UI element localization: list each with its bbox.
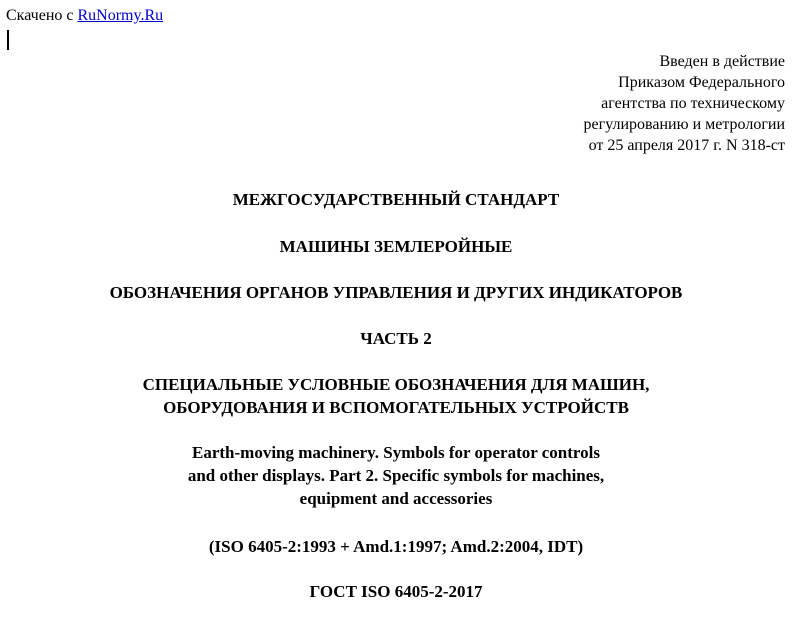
runormy-link[interactable]: RuNormy.Ru — [77, 7, 164, 24]
approval-line: регулированию и метрологии — [583, 116, 785, 133]
approval-line: Приказом Федерального — [618, 74, 785, 91]
designations-heading: ОБОЗНАЧЕНИЯ ОРГАНОВ УПРАВЛЕНИЯ И ДРУГИХ ИНДИКАТОРОВ — [109, 283, 683, 302]
approval-block — [584, 51, 785, 156]
source-prefix: Скачено с — [6, 7, 78, 24]
gost-number: ГОСТ ISO 6405-2-2017 — [309, 582, 483, 601]
machines-heading: МАШИНЫ ЗЕМЛЕРОЙНЫЕ — [279, 237, 513, 256]
approval-line: агентства по техническому — [601, 95, 785, 112]
iso-reference: (ISO 6405-2:1993 + Amd.1:1997; Amd.2:2004, IDT) — [208, 537, 584, 556]
special-symbols-line: ОБОРУДОВАНИЯ И ВСПОМОГАТЕЛЬНЫХ УСТРОЙСТВ — [163, 398, 629, 417]
english-title — [0, 441, 792, 510]
english-title-line: Earth-moving machinery. Symbols for operator controls — [192, 443, 600, 462]
special-symbols-heading — [0, 373, 792, 419]
english-title-line: and other displays. Part 2. Specific symbols for machines, — [187, 466, 605, 485]
source-line — [6, 6, 163, 26]
special-symbols-line: СПЕЦИАЛЬНЫЕ УСЛОВНЫЕ ОБОЗНАЧЕНИЯ ДЛЯ МАШИН, — [142, 375, 650, 394]
approval-line: от 25 апреля 2017 г. N 318-ст — [588, 137, 785, 154]
part-heading: ЧАСТЬ 2 — [360, 329, 432, 348]
english-title-line: equipment and accessories — [299, 489, 493, 508]
approval-line: Введен в действие — [659, 53, 785, 70]
interstate-standard-heading: МЕЖГОСУДАРСТВЕННЫЙ СТАНДАРТ — [232, 190, 560, 209]
text-cursor — [7, 30, 9, 50]
